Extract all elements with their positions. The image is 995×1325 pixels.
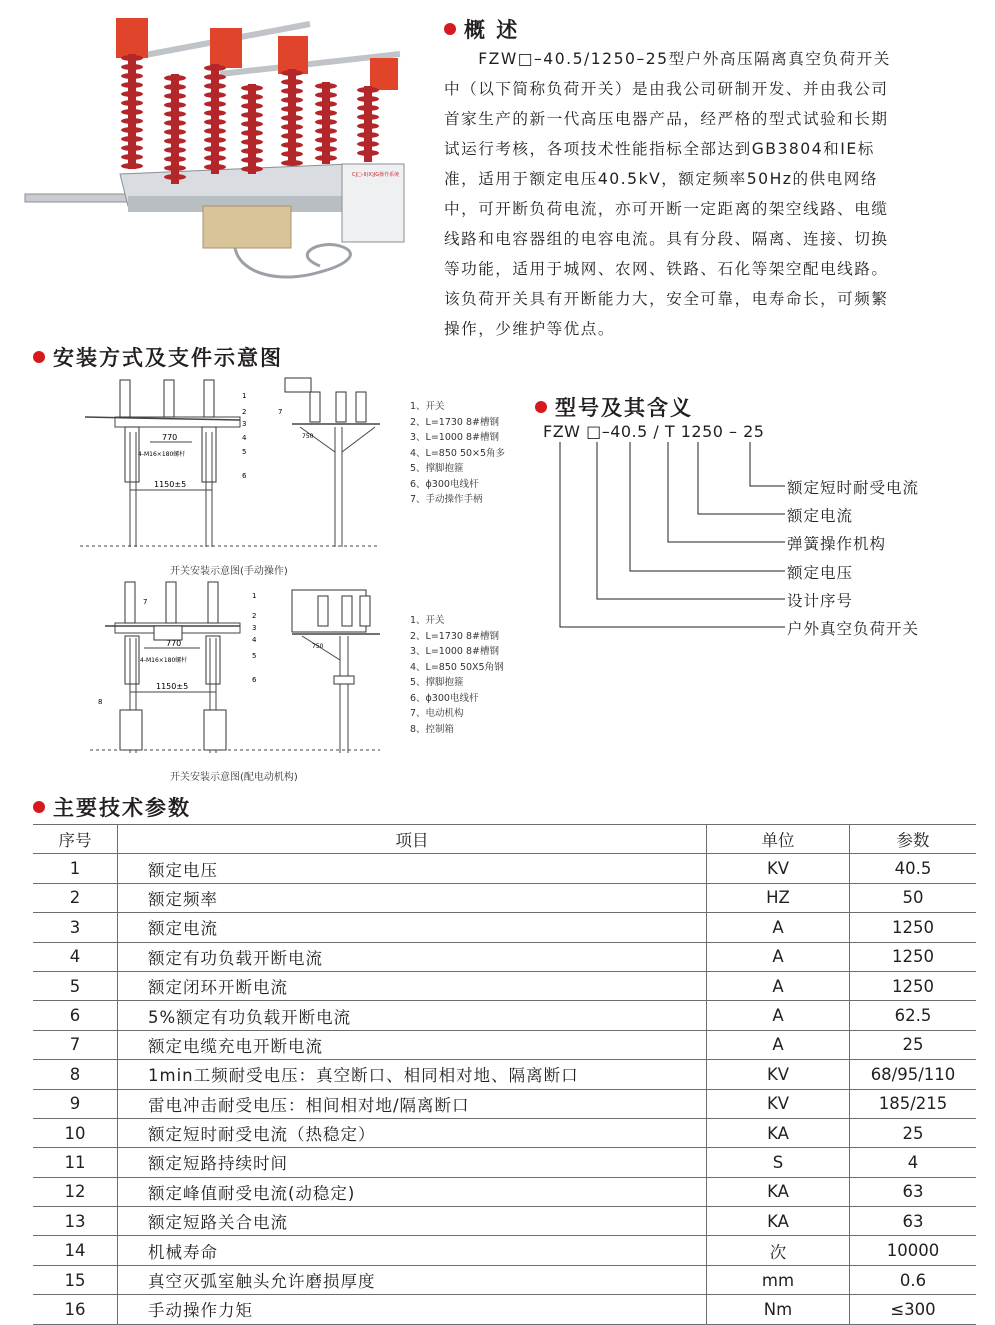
insulator-shed <box>315 83 337 89</box>
row-unit: mm <box>707 1265 850 1294</box>
insulator-shed <box>281 97 303 103</box>
row-unit: A <box>707 1030 850 1059</box>
dimension-label: 750 <box>302 433 314 440</box>
bullet-icon <box>535 401 547 413</box>
row-unit: A <box>707 942 850 971</box>
insulator-shed <box>121 127 143 133</box>
table-row <box>33 1236 976 1265</box>
insulator-shed <box>121 109 143 115</box>
model-meaning: 额定电流 <box>787 507 854 525</box>
row-value: 1250 <box>850 971 977 1000</box>
legend-item: 4、L=850 50X5角钢 <box>410 661 504 673</box>
table-row <box>33 1030 976 1059</box>
row-number: 14 <box>33 1236 118 1265</box>
mechanism-block <box>370 58 398 90</box>
insulator-shed <box>281 70 303 76</box>
insulator-shed <box>315 101 337 107</box>
row-value: 185/215 <box>850 1089 977 1118</box>
legend-item: 2、L=1730 8#槽钢 <box>410 416 499 428</box>
insulator-shed <box>281 160 303 166</box>
table-row <box>33 1177 976 1206</box>
row-number: 10 <box>33 1118 118 1147</box>
bolt-label: 4-M16×180螺杆 <box>138 451 186 458</box>
row-value: 68/95/110 <box>850 1060 977 1089</box>
legend-item: 7、手动操作手柄 <box>410 494 483 505</box>
insulator-shed <box>121 64 143 70</box>
params-table <box>33 824 976 1325</box>
row-item: 5%额定有功负载开断电流 <box>118 1001 707 1030</box>
table-row <box>33 942 976 971</box>
row-item: 额定短路关合电流 <box>118 1207 707 1236</box>
table-row <box>33 1207 976 1236</box>
row-unit: 次 <box>707 1236 850 1265</box>
insulator-shed <box>164 138 186 144</box>
row-number: 16 <box>33 1295 118 1324</box>
row-value: 1250 <box>850 942 977 971</box>
row-unit: Nm <box>707 1295 850 1324</box>
insulator-shed <box>357 150 379 156</box>
legend-item: 8、控制箱 <box>410 723 455 735</box>
row-item: 额定短时耐受电流（热稳定） <box>118 1118 707 1147</box>
row-unit: S <box>707 1148 850 1177</box>
insulator-shed <box>241 85 263 91</box>
insulator-shed <box>315 146 337 152</box>
insulator-drawing <box>166 582 176 623</box>
row-number: 2 <box>33 883 118 912</box>
dimension-label: 750 <box>312 643 324 650</box>
bullet-icon <box>33 351 45 363</box>
bullet-icon <box>33 801 45 813</box>
insulator-drawing <box>318 596 328 626</box>
row-value: 50 <box>850 883 977 912</box>
insulator-shed <box>281 151 303 157</box>
overview-line: 线路和电容器组的电容电流。具有分段、隔离、连接、切换 <box>444 230 889 248</box>
callout: 5 <box>252 652 257 660</box>
legend-item: 1、开关 <box>410 615 445 626</box>
insulator-shed <box>204 128 226 134</box>
legend-item: 3、L=1000 8#槽钢 <box>410 646 499 657</box>
table-row <box>33 1148 976 1177</box>
insulator-shed <box>241 103 263 109</box>
insulator-shed <box>121 91 143 97</box>
model-meaning: 额定电压 <box>787 564 854 582</box>
callout: 6 <box>252 676 257 684</box>
insulator-drawing <box>310 392 320 422</box>
legend-item: 6、ϕ300电线杆 <box>410 478 479 490</box>
insulator-shed <box>241 166 263 172</box>
insulator-shed <box>241 130 263 136</box>
callout: 7 <box>278 408 283 416</box>
insulator-shed <box>164 165 186 171</box>
row-value: 10000 <box>850 1236 977 1265</box>
row-value: 63 <box>850 1177 977 1206</box>
insulator-shed <box>281 124 303 130</box>
row-unit: KV <box>707 854 850 883</box>
legend-item: 7、电动机构 <box>410 708 464 719</box>
row-item: 额定闭环开断电流 <box>118 971 707 1000</box>
row-value: 0.6 <box>850 1265 977 1294</box>
row-number: 1 <box>33 854 118 883</box>
control-box-label: CJ□-II(X)JG操作系统 <box>352 172 400 178</box>
install-diagram-manual <box>80 372 400 562</box>
insulator-shed <box>121 100 143 106</box>
row-unit: KA <box>707 1207 850 1236</box>
insulator-shed <box>315 155 337 161</box>
insulator-shed <box>357 132 379 138</box>
insulator-shed <box>315 119 337 125</box>
row-item: 额定电压 <box>118 854 707 883</box>
header-unit: 单位 <box>707 825 850 854</box>
header-no: 序号 <box>33 825 118 854</box>
insulator-shed <box>121 82 143 88</box>
row-unit: KV <box>707 1060 850 1089</box>
table-row <box>33 883 976 912</box>
insulator-shed <box>281 106 303 112</box>
insulator-shed <box>164 174 186 180</box>
model-meaning: 额定短时耐受电流 <box>787 479 920 497</box>
overview-line: 中（以下简称负荷开关）是由我公司研制开发、并由我公司 <box>444 80 889 98</box>
legend-item: 1、开关 <box>410 401 445 412</box>
insulator-shed <box>204 155 226 161</box>
row-item: 额定有功负载开断电流 <box>118 942 707 971</box>
row-item: 雷电冲击耐受电压：相间相对地/隔离断口 <box>118 1089 707 1118</box>
insulator-drawing <box>120 380 130 417</box>
installation-title: 安装方式及支件示意图 <box>53 346 283 370</box>
vacuum-box <box>203 206 291 248</box>
legend-item: 6、ϕ300电线杆 <box>410 692 479 704</box>
table-row <box>33 1118 976 1147</box>
insulator-shed <box>241 121 263 127</box>
model-connector-lines <box>540 440 790 640</box>
callout: 6 <box>242 472 247 480</box>
header-value: 参数 <box>850 825 977 854</box>
overview-heading <box>444 14 519 44</box>
table-row <box>33 1060 976 1089</box>
install-diagram-motor <box>80 578 400 768</box>
overview-title: 概 述 <box>464 18 520 42</box>
dimension-label: 1150±5 <box>154 480 187 489</box>
callout: 7 <box>143 598 148 606</box>
dimension-label: 770 <box>166 639 182 648</box>
insulator-shed <box>241 157 263 163</box>
overview-line: 该负荷开关具有开断能力大，安全可靠，电寿命长，可频繁 <box>444 290 889 308</box>
insulator-shed <box>164 156 186 162</box>
overview-line: 准，适用于额定电压40.5kV，额定频率50Hz的供电网络 <box>444 170 878 188</box>
params-heading <box>33 792 191 822</box>
legend-manual <box>410 399 505 508</box>
overview-line: 首家生产的新一代高压电器产品，经严格的型式试验和长期 <box>444 110 889 128</box>
insulator-shed <box>281 133 303 139</box>
row-unit: KA <box>707 1118 850 1147</box>
insulator-shed <box>164 102 186 108</box>
insulator-shed <box>164 147 186 153</box>
cable <box>235 245 350 277</box>
overview-line: 中，可开断负荷电流，亦可开断一定距离的架空线路、电缆 <box>444 200 889 218</box>
callout: 5 <box>242 448 247 456</box>
insulator-shed <box>164 84 186 90</box>
row-item: 额定短路持续时间 <box>118 1148 707 1177</box>
insulator-shed <box>315 92 337 98</box>
row-value: 63 <box>850 1207 977 1236</box>
dimension-label: 770 <box>162 433 178 442</box>
table-header-row <box>33 825 976 854</box>
insulator-shed <box>241 94 263 100</box>
insulator-shed <box>204 92 226 98</box>
mechanism-block <box>210 28 242 68</box>
row-number: 7 <box>33 1030 118 1059</box>
insulator-shed <box>164 129 186 135</box>
callout: 4 <box>242 434 247 442</box>
legend-item: 3、L=1000 8#槽钢 <box>410 432 499 443</box>
row-item: 真空灭弧室触头允许磨损厚度 <box>118 1265 707 1294</box>
callout: 3 <box>252 624 257 632</box>
row-number: 4 <box>33 942 118 971</box>
legend-motor <box>410 613 504 737</box>
overview-line: 操作，少维护等优点。 <box>444 320 615 338</box>
insulator-shed <box>121 136 143 142</box>
row-unit: A <box>707 971 850 1000</box>
callout: 1 <box>252 592 257 600</box>
row-item: 1min工频耐受电压：真空断口、相同相对地、隔离断口 <box>118 1060 707 1089</box>
insulator-shed <box>204 164 226 170</box>
row-item: 额定电流 <box>118 913 707 942</box>
row-value: 62.5 <box>850 1001 977 1030</box>
row-value: 25 <box>850 1030 977 1059</box>
insulator-shed <box>241 139 263 145</box>
legend-item: 2、L=1730 8#槽钢 <box>410 630 499 642</box>
row-number: 6 <box>33 1001 118 1030</box>
row-number: 8 <box>33 1060 118 1089</box>
insulator-drawing <box>208 582 218 623</box>
callout: 8 <box>98 698 103 706</box>
insulator-shed <box>357 96 379 102</box>
row-number: 5 <box>33 971 118 1000</box>
insulator-shed <box>204 83 226 89</box>
row-item: 额定峰值耐受电流(动稳定) <box>118 1177 707 1206</box>
product-photo <box>20 14 420 294</box>
table-row <box>33 1295 976 1324</box>
bolt-label: 4-M16×180螺杆 <box>140 657 188 664</box>
overview-line: 试运行考核，各项技术性能指标全部达到GB3804和IE标 <box>444 140 875 158</box>
insulator-shed <box>357 87 379 93</box>
callout: 3 <box>242 420 247 428</box>
mechanism-block <box>116 18 148 58</box>
insulator-shed <box>121 163 143 169</box>
insulator-shed <box>121 145 143 151</box>
table-row <box>33 913 976 942</box>
overview-paragraph <box>444 44 914 344</box>
insulator-shed <box>164 93 186 99</box>
row-value: 4 <box>850 1148 977 1177</box>
table-row <box>33 1265 976 1294</box>
insulator-shed <box>315 110 337 116</box>
insulator-shed <box>121 73 143 79</box>
row-number: 13 <box>33 1207 118 1236</box>
row-item: 额定电缆充电开断电流 <box>118 1030 707 1059</box>
row-unit: A <box>707 913 850 942</box>
row-value: ≤300 <box>850 1295 977 1324</box>
row-unit: KV <box>707 1089 850 1118</box>
insulator-drawing <box>164 380 174 417</box>
row-number: 12 <box>33 1177 118 1206</box>
row-value: 1250 <box>850 913 977 942</box>
callout: 2 <box>242 408 247 416</box>
insulator-shed <box>357 114 379 120</box>
insulator-shed <box>315 128 337 134</box>
model-meaning: 设计序号 <box>787 592 854 610</box>
legend-item: 4、L=850 50×5角多 <box>410 447 506 459</box>
diagram-caption: 开关安装示意图(配电动机构) <box>170 772 298 783</box>
table-row <box>33 854 976 883</box>
insulator-shed <box>357 105 379 111</box>
model-heading <box>535 392 693 422</box>
row-item: 额定频率 <box>118 883 707 912</box>
insulator-shed <box>281 88 303 94</box>
insulator-shed <box>357 141 379 147</box>
insulator-shed <box>204 137 226 143</box>
insulator-shed <box>204 65 226 71</box>
table-row <box>33 1001 976 1030</box>
insulator-drawing <box>125 582 135 623</box>
model-meaning: 户外真空负荷开关 <box>787 620 920 638</box>
insulator-shed <box>357 123 379 129</box>
insulator-shed <box>204 146 226 152</box>
header-item: 项目 <box>118 825 707 854</box>
insulator-shed <box>281 142 303 148</box>
insulator-shed <box>241 148 263 154</box>
dimension-label: 1150±5 <box>156 682 189 691</box>
row-number: 3 <box>33 913 118 942</box>
insulator-shed <box>204 110 226 116</box>
insulator-shed <box>204 119 226 125</box>
row-value: 25 <box>850 1118 977 1147</box>
diagram-caption: 开关安装示意图(手动操作) <box>170 566 288 577</box>
insulator-shed <box>281 115 303 121</box>
insulator-shed <box>121 118 143 124</box>
overview-line: FZW□–40.5/1250–25型户外高压隔离真空负荷开关 <box>444 50 891 68</box>
row-number: 9 <box>33 1089 118 1118</box>
params-title: 主要技术参数 <box>53 796 191 820</box>
row-number: 15 <box>33 1265 118 1294</box>
table-row <box>33 1089 976 1118</box>
model-meaning: 弹簧操作机构 <box>787 535 887 553</box>
insulator-shed <box>164 75 186 81</box>
overview-line: 等功能，适用于城网、农网、铁路、石化等架空配电线路。 <box>444 260 889 278</box>
mechanism-block <box>278 36 308 74</box>
legend-item: 5、撑脚抱箍 <box>410 463 464 474</box>
insulator-drawing <box>356 392 366 422</box>
row-unit: HZ <box>707 883 850 912</box>
insulator-shed <box>121 154 143 160</box>
row-unit: KA <box>707 1177 850 1206</box>
callout: 1 <box>242 392 247 400</box>
insulator-drawing <box>336 392 346 422</box>
row-number: 11 <box>33 1148 118 1177</box>
insulator-drawing <box>360 596 370 626</box>
installation-heading <box>33 342 283 372</box>
bullet-icon <box>444 23 456 35</box>
callout: 4 <box>252 636 257 644</box>
insulator-shed <box>164 120 186 126</box>
insulator-shed <box>204 74 226 80</box>
insulator-drawing <box>342 596 352 626</box>
insulator-drawing <box>204 380 214 417</box>
row-unit: A <box>707 1001 850 1030</box>
insulator-shed <box>281 79 303 85</box>
callout: 2 <box>252 612 257 620</box>
insulator-shed <box>241 112 263 118</box>
legend-item: 5、撑脚抱箍 <box>410 677 464 688</box>
insulator-shed <box>121 55 143 61</box>
table-row <box>33 971 976 1000</box>
row-item: 机械寿命 <box>118 1236 707 1265</box>
row-value: 40.5 <box>850 854 977 883</box>
model-code: FZW □–40.5 / T 1250 – 25 <box>543 422 765 441</box>
row-item: 手动操作力矩 <box>118 1295 707 1324</box>
model-title: 型号及其含义 <box>555 396 693 420</box>
insulator-shed <box>164 111 186 117</box>
operating-rod <box>25 194 135 202</box>
insulator-shed <box>204 101 226 107</box>
insulator-shed <box>315 137 337 143</box>
